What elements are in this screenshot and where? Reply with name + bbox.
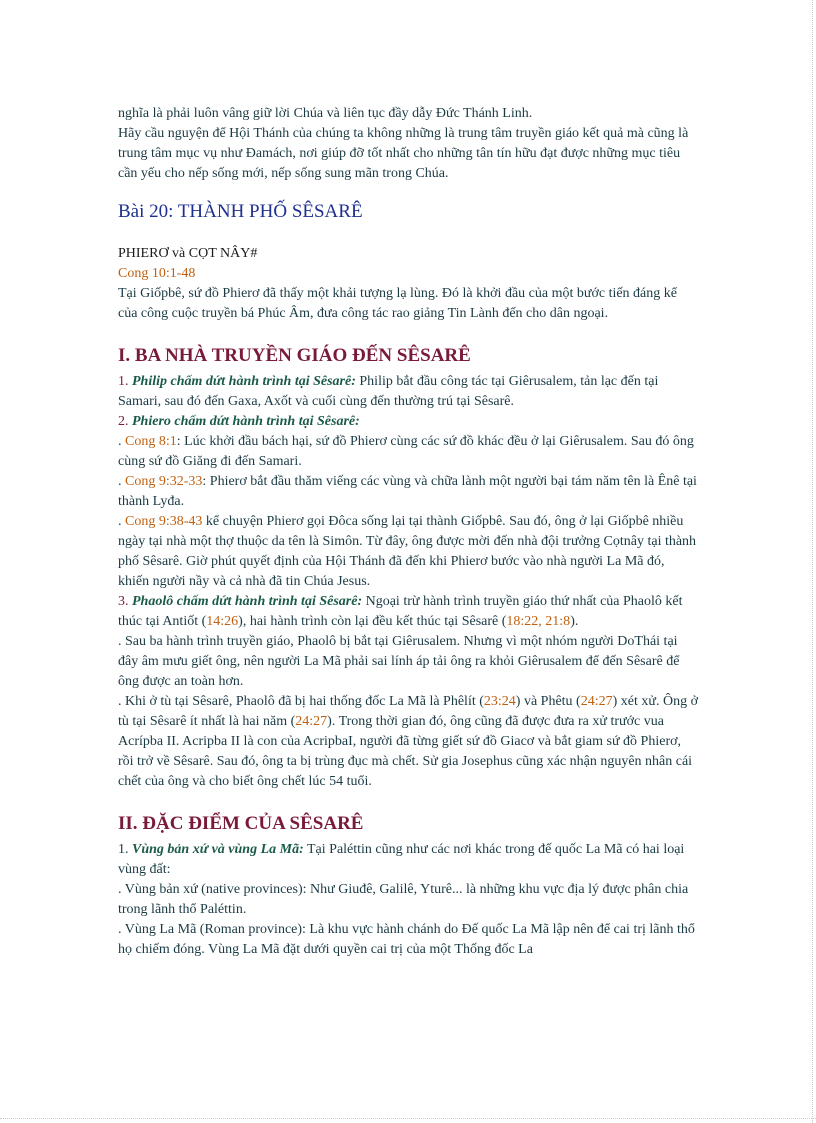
section1-item-1: [118, 372, 698, 412]
section1-item-3: [118, 592, 698, 632]
item-text: Philip bắt đầu công tác tại Giêrusalem, tản lạc đến tại Samari, sau đó đến Gaxa, Axốt và cuối cùng đến thường trú tại Sêsarê.: [118, 374, 659, 409]
item-text: ).: [570, 614, 579, 629]
scripture-reference: 23:24: [483, 694, 516, 709]
item-text: Ngoại trừ hành trình truyền giáo thứ nhất của Phaolô kết thúc tại Antiốt (: [118, 594, 683, 629]
paragraph-text: kể chuyện Phierơ gọi Đôca sống lại tại thành Giốpbê. Sau đó, ông ở lại Giốpbê nhiều ngày tại nhà một thợ thuộc da tên là Simôn. Từ đây, ông được mời đến nhà đội trưởng Cọtnây tại thành phố Sêsarê. Giờ phút quyết định của Hội Thánh đã đến khi Phierơ bước vào nhà người La Mã đó, khiến người nầy và cả nhà đã tin Chúa Jesus.: [118, 514, 697, 589]
section2-item-1: [118, 840, 698, 880]
item-number: 1.: [118, 374, 129, 389]
item-number: 1.: [118, 842, 129, 857]
paragraph-text: ) và Phêtu (: [515, 694, 581, 709]
bullet-mark: .: [118, 514, 125, 529]
page-right-border: [812, 0, 813, 1123]
paragraph-text: ). Trong thời gian đó, ông cũng đã được đưa ra xử trước vua Acrípba II. Acripba II là con của AcripbaI, người đã từng giết sứ đồ Giacơ và bắt giam sứ đồ Phierơ, rồi trở về Sêsarê. Sau đó, ông ta bị trùng đục mà chết. Sử gia Josephus cũng xác nhận nguyên nhân cái chết của ông và cho biết ông chết lúc 54 tuổi.: [118, 714, 693, 789]
lesson-intro: Tại Giốpbê, sứ đồ Phierơ đã thấy một khải tượng lạ lùng. Đó là khởi đầu của một bước tiến đáng kể của công cuộc truyền bá Phúc Âm, đưa công tác rao giảng Tin Lành đến cho dân ngoại.: [118, 286, 677, 321]
item-heading: Phaolô chấm dứt hành trình tại Sêsarê:: [132, 594, 363, 609]
bullet-mark: .: [118, 434, 125, 449]
item-text: ), hai hành trình còn lại đều kết thúc tại Sêsarê (: [238, 614, 507, 629]
paragraph-text: : Phierơ bắt đầu thăm viếng các vùng và chữa lành một người bại tám năm tên là Ênê tại thành Lyđa.: [118, 474, 697, 509]
item-heading: Philip chấm dứt hành trình tại Sêsarê:: [132, 374, 356, 389]
bullet-paragraph: [118, 512, 698, 592]
paragraph-text: . Khi ở tù tại Sêsarê, Phaolô đã bị hai thống đốc La Mã là Phêlít (: [118, 694, 484, 709]
bullet-paragraph: [118, 692, 698, 792]
section1-item-2: [118, 412, 698, 432]
item-number: 2.: [118, 414, 129, 429]
paragraph-text: ) xét xử. Ông ở tù tại Sêsarê ít nhất là hai năm (: [118, 694, 698, 729]
item-text: Tại Paléttin cũng như các nơi khác trong đế quốc La Mã có hai loại vùng đất:: [118, 842, 685, 877]
item-heading: Phiero chấm dứt hành trình tại Sêsarê:: [132, 414, 360, 429]
bullet-paragraph: [118, 472, 698, 512]
lesson-subtitle: PHIERƠ và CỌT NÂY#: [118, 246, 258, 261]
scripture-reference: 24:27: [580, 694, 613, 709]
item-number: 3.: [118, 594, 129, 609]
bullet-paragraph: . Vùng bản xứ (native provinces): Như Giuđê, Galilê, Yturê... là những khu vực địa lý được phân chia trong lãnh thổ Paléttin.: [118, 882, 689, 917]
section-heading-1: I. BA NHÀ TRUYỀN GIÁO ĐẾN SÊSARÊ: [118, 345, 471, 366]
scripture-reference: Cong 9:32-33: [125, 474, 203, 489]
intro-paragraph: Hãy cầu nguyện để Hội Thánh của chúng ta không những là trung tâm truyền giáo kết quả mà cũng là trung tâm mục vụ như Đamách, nơi giúp đỡ tốt nhất cho những tân tín hữu đạt được những mục tiêu cần yếu cho nếp sống mới, nếp sống sung mãn trong Chúa.: [118, 126, 689, 181]
scripture-reference: 14:26: [206, 614, 239, 629]
scripture-reference: Cong 8:1: [125, 434, 177, 449]
page-bottom-border: [0, 1118, 816, 1119]
document-page: [118, 104, 698, 960]
lesson-title: Bài 20: THÀNH PHỐ SÊSARÊ: [118, 201, 363, 222]
scripture-reference: Cong 9:38-43: [125, 514, 203, 529]
bullet-paragraph: . Sau ba hành trình truyền giáo, Phaolô bị bắt tại Giêrusalem. Nhưng vì một nhóm người DoThái tại đây âm mưu giết ông, nên người La Mã phải sai lính áp tải ông ra khỏi Giêrusalem để đến Sêsarê để ông được an toàn hơn.: [118, 634, 680, 689]
paragraph-text: : Lúc khởi đầu bách hại, sứ đồ Phierơ cùng các sứ đồ khác đều ở lại Giêrusalem. Sau đó ông cùng sứ đồ Giăng đi đến Samari.: [118, 434, 694, 469]
bullet-mark: .: [118, 474, 125, 489]
item-heading: Vùng bản xứ và vùng La Mã:: [132, 842, 304, 857]
section-heading-2: II. ĐẶC ĐIỂM CỦA SÊSARÊ: [118, 813, 364, 834]
scripture-reference: 18:22, 21:8: [506, 614, 571, 629]
bullet-paragraph: . Vùng La Mã (Roman province): Là khu vực hành chánh do Đế quốc La Mã lập nên để cai trị lãnh thổ họ chiếm đóng. Vùng La Mã đặt dưới quyền cai trị của một Thống đốc La: [118, 922, 695, 957]
scripture-reference: 24:27: [295, 714, 328, 729]
scripture-reference: Cong 10:1-48: [118, 266, 196, 281]
intro-line: nghĩa là phải luôn vâng giữ lời Chúa và liên tục đầy dẫy Đức Thánh Linh.: [118, 106, 533, 121]
bullet-paragraph: [118, 432, 698, 472]
